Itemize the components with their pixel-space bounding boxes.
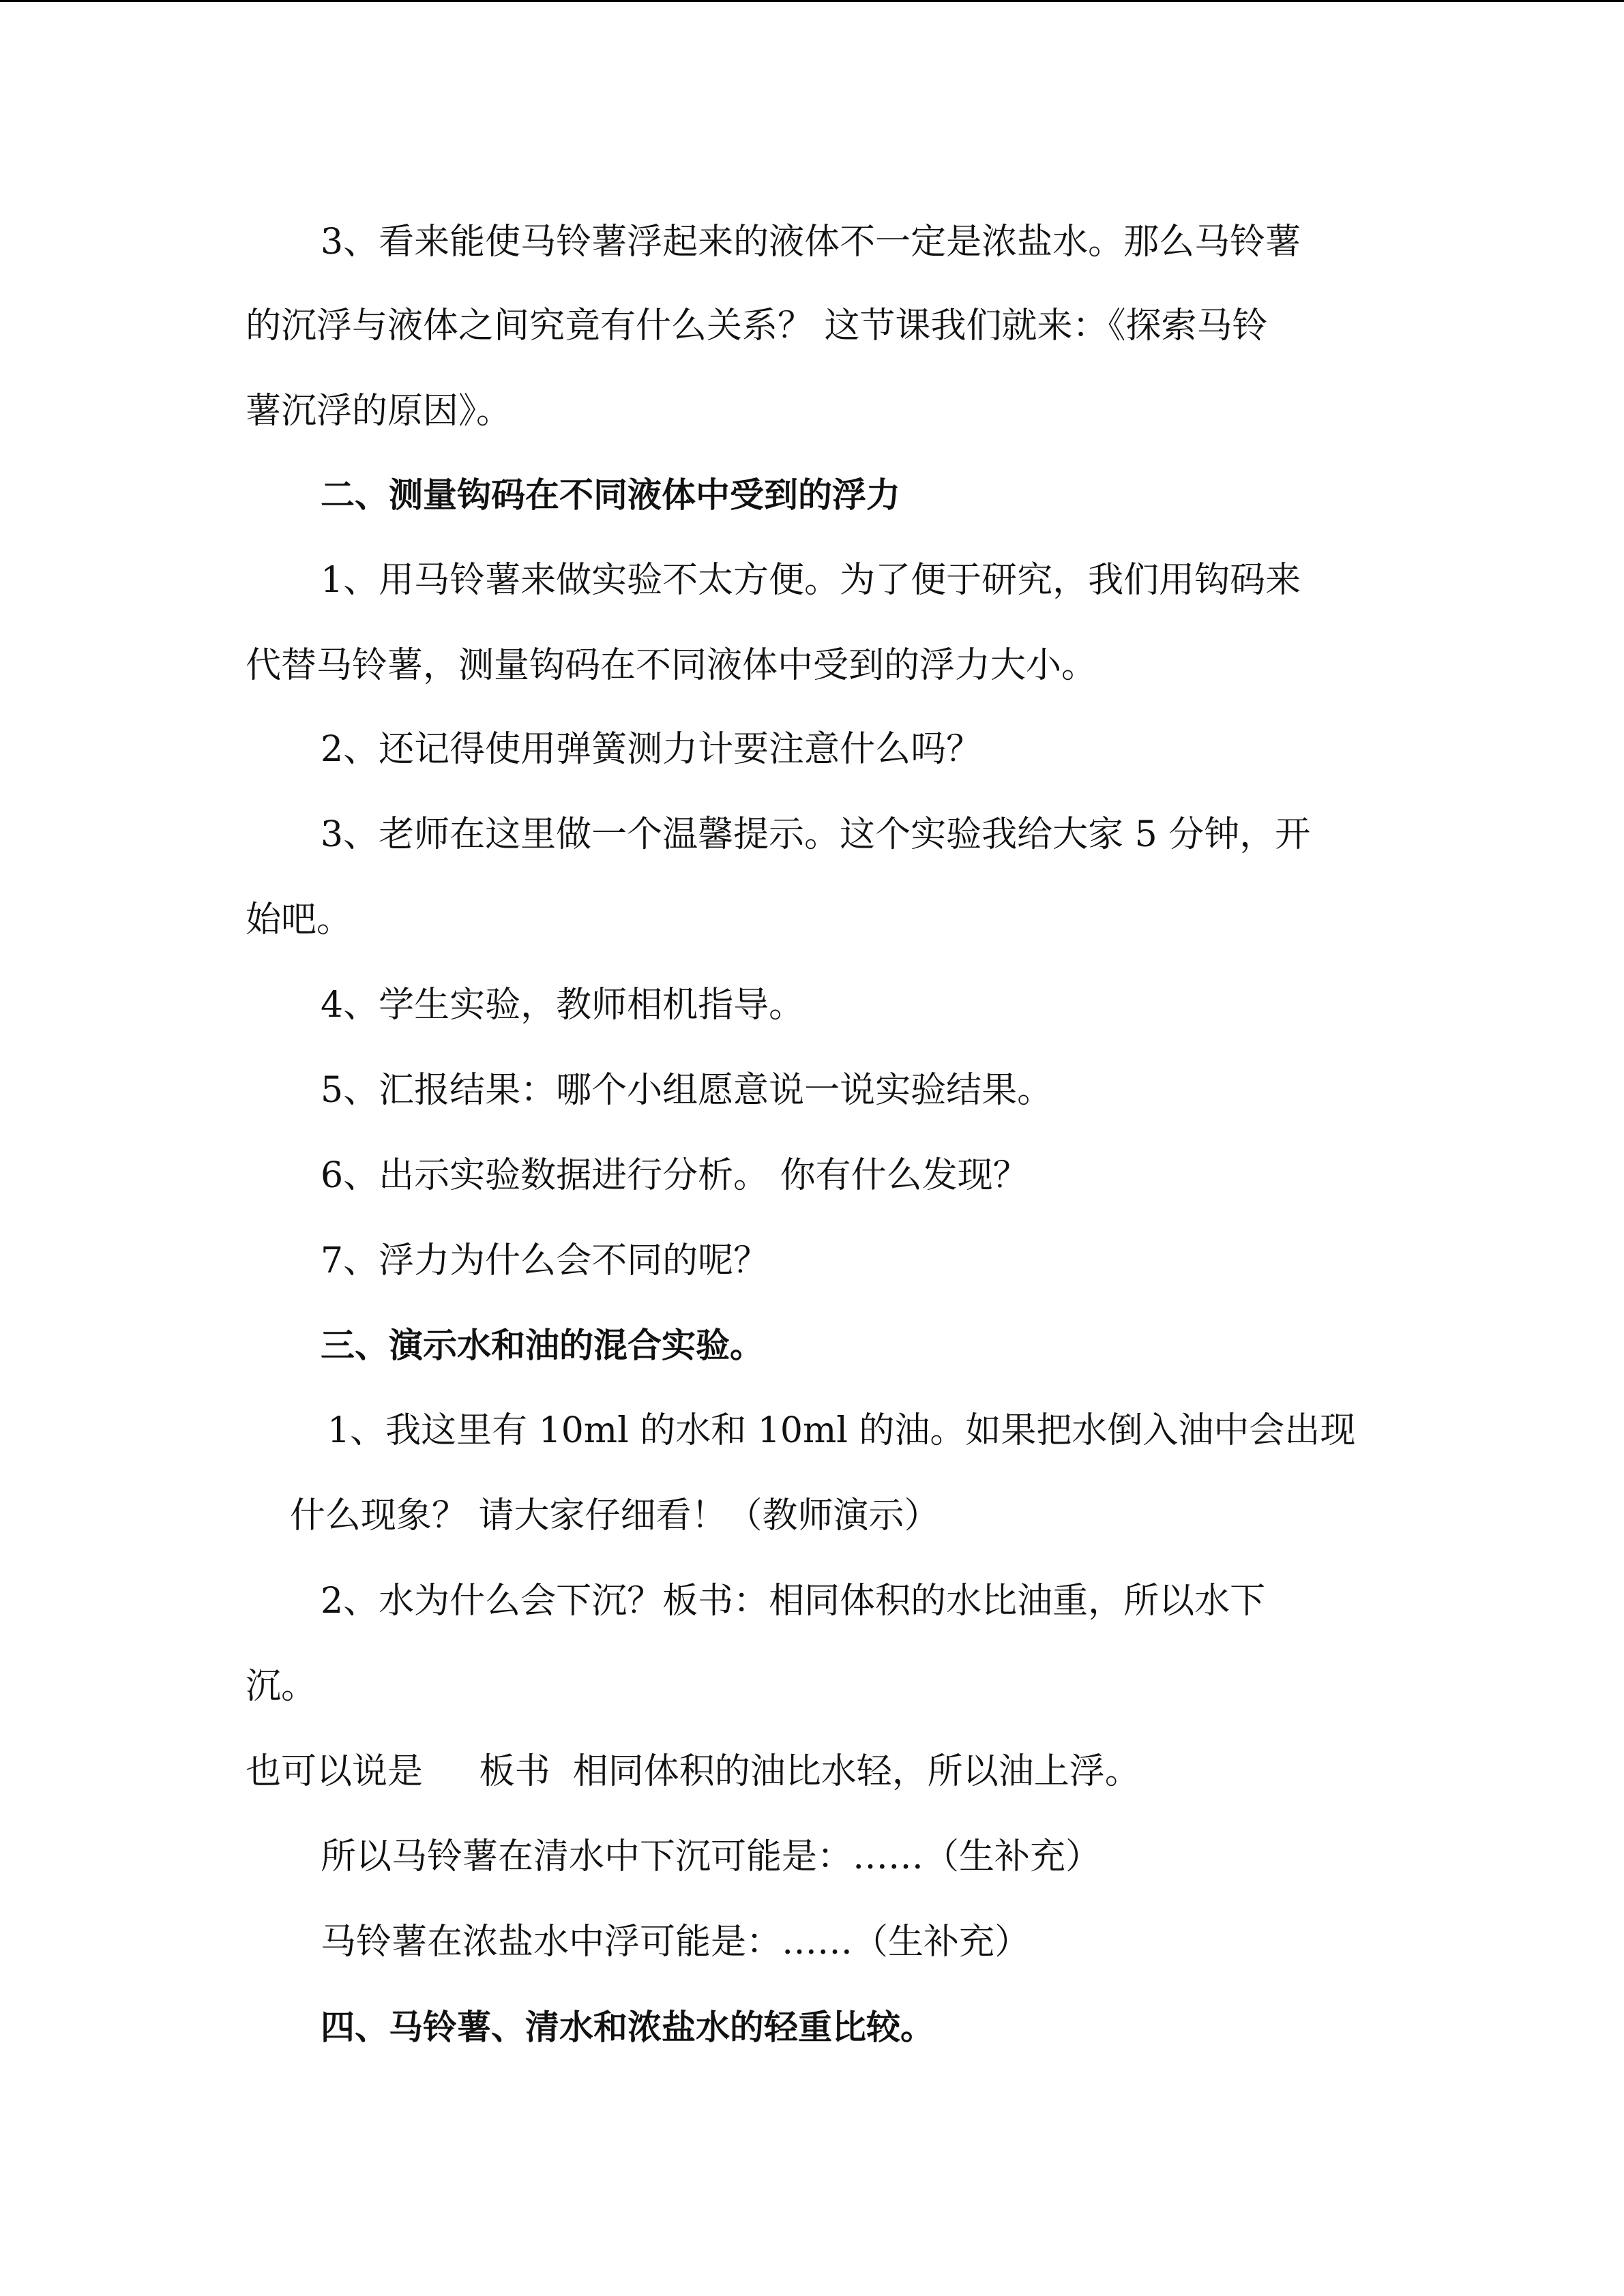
paragraph-line: 代替马铃薯，测量钩码在不同液体中受到的浮力大小。 <box>246 645 1097 686</box>
paragraph-line: 6、出示实验数据进行分析。 你有什么发现？ <box>321 1155 1029 1196</box>
paragraph-line: 3、老师在这里做一个温馨提示。这个实验我给大家 5 分钟，开 <box>321 814 1311 855</box>
paragraph-line: 的沉浮与液体之间究竟有什么关系？ 这节课我们就来：《探索马铃 <box>246 305 1268 346</box>
paragraph-line: 5、汇报结果：哪个小组愿意说一说实验结果。 <box>321 1070 1053 1111</box>
section-heading: 四、马铃薯、清水和浓盐水的轻重比较。 <box>321 2008 934 2047</box>
paragraph-line: 7、浮力为什么会不同的呢？ <box>321 1240 769 1281</box>
paragraph-line: 也可以说是 板书 相同体积的油比水轻，所以油上浮。 <box>246 1751 1140 1792</box>
paragraph-line: 1、用马铃薯来做实验不太方便。为了便于研究，我们用钩码来 <box>321 560 1301 601</box>
paragraph-line: 什么现象？ 请大家仔细看！（教师演示） <box>290 1495 940 1536</box>
paragraph-line: 薯沉浮的原因》。 <box>246 391 512 432</box>
paragraph-line: 2、还记得使用弹簧测力计要注意什么吗？ <box>321 729 982 770</box>
section-heading: 二、测量钩码在不同液体中受到的浮力 <box>321 475 900 515</box>
paragraph-line: 1、我这里有 10ml 的水和 10ml 的油。如果把水倒入油中会出现 <box>327 1410 1356 1451</box>
section-heading: 三、演示水和油的混合实验。 <box>321 1326 764 1365</box>
paragraph-line: 3、看来能使马铃薯浮起来的液体不一定是浓盐水。那么马铃薯 <box>321 222 1301 263</box>
paragraph-line: 马铃薯在浓盐水中浮可能是：……（生补充） <box>321 1922 1031 1963</box>
paragraph-line: 沉。 <box>246 1666 317 1707</box>
paragraph-line: 所以马铃薯在清水中下沉可能是：……（生补充） <box>321 1836 1102 1877</box>
paragraph-line: 4、学生实验，教师相机指导。 <box>321 985 805 1026</box>
paragraph-line: 2、水为什么会下沉？板书：相同体积的水比油重，所以水下 <box>321 1581 1266 1622</box>
paragraph-line: 始吧。 <box>246 899 353 940</box>
